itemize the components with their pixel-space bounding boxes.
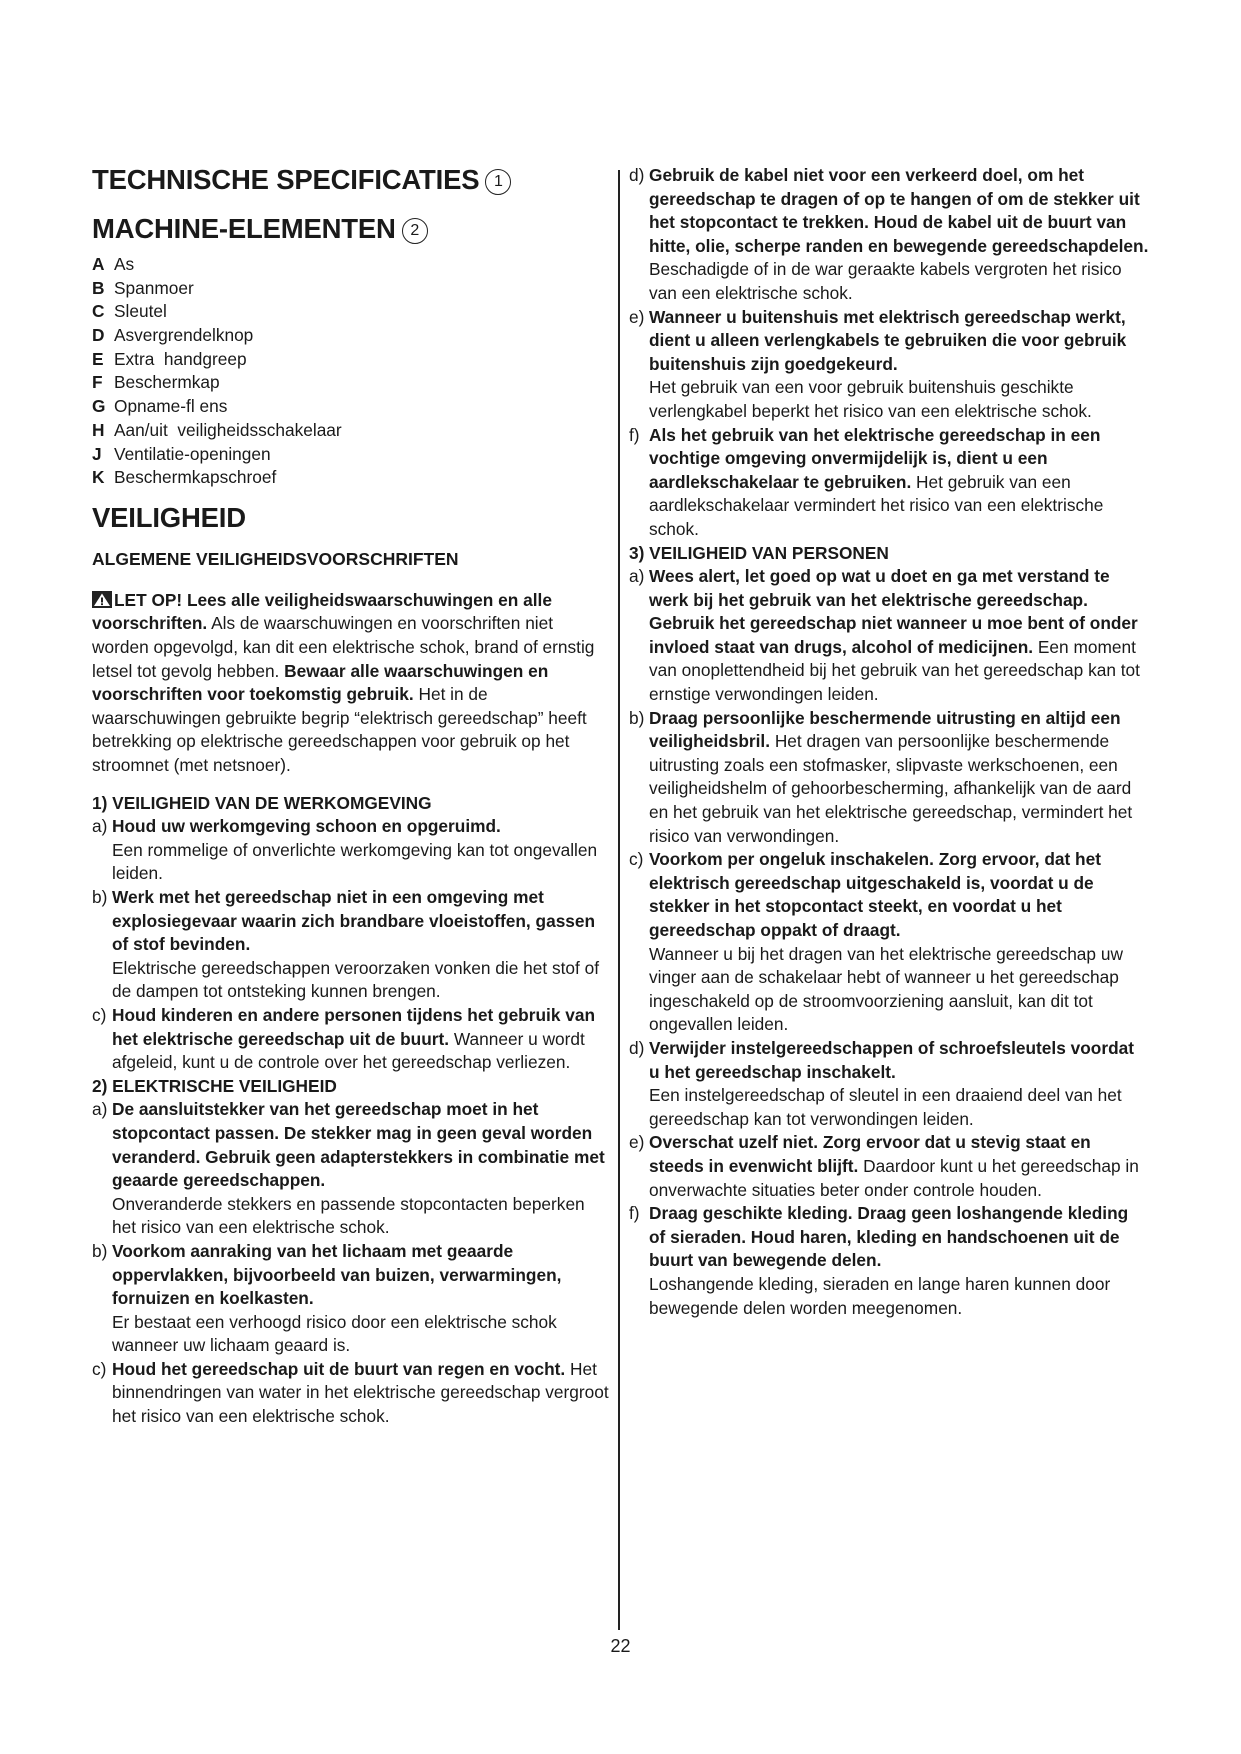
list-item: G Opname-fl ens xyxy=(92,396,228,417)
left-column xyxy=(92,164,610,1429)
safety-heading: VEILIGHEID xyxy=(92,501,246,533)
page-number: 22 xyxy=(610,1636,631,1656)
personal-safety-heading: 3) VEILIGHEID VAN PERSONEN xyxy=(629,542,889,563)
list-item: c) Houd kinderen en andere personen tijdens het gebruik van het elektrische gereedschap uit de buurt. Wanneer u wordt afgeleid, kunt u de controle over het gereedschap verliezen. xyxy=(92,1004,596,1073)
work-area-safety-heading: 1) VEILIGHEID VAN DE WERKOMGEVING xyxy=(92,792,432,813)
general-safety-heading: ALGEMENE VEILIGHEIDSVOORSCHRIFTEN xyxy=(92,548,459,569)
warning-icon xyxy=(92,591,112,608)
list-item: a) Houd uw werkomgeving schoon en opgeruimd. Een rommelige of onverlichte werkomgeving kan tot ongevallen leiden. xyxy=(92,816,598,884)
list-item: f) Draag geschikte kleding. Draag geen loshangende kleding of sieraden. Houd haren, kleding en handschoenen uit de buurt van bewegende delen. Loshangende kleding, sieraden en lange haren kunnen door bewegende delen worden meegenomen. xyxy=(629,1203,1129,1318)
list-item: d) Gebruik de kabel niet voor een verkeerd doel, om het gereedschap te dragen of op te hangen of om de stekker uit het stopcontact te trekken. Houd de kabel uit de buurt van hitte, olie, scherpe randen en bewegende gereedschapdelen. Beschadigde of in de war geraakte kabels vergroten het risico van een elektrische schok. xyxy=(629,165,1149,303)
list-item: b) Voorkom aanraking van het lichaam met geaarde oppervlakken, bijvoorbeeld van buizen, verwarmingen, fornuizen en koelkasten. Er bestaat een verhoogd risico door een elektrische schok wanneer uw lichaam geaard is. xyxy=(92,1240,562,1356)
figure-ref-1: 1 xyxy=(485,169,511,195)
list-item: c) Voorkom per ongeluk inschakelen. Zorg ervoor, dat het elektrisch gereedschap uitgeschakeld is, voordat u de stekker in het stopcontact steekt, en voordat u het gereedschap oppakt of draagt. Wanneer u bij het dragen van het elektrische gereedschap uw vinger aan de schakelaar hebt of wanneer u het gereedschap ingeschakeld op de stroomvoorziening aansluit, kan dit tot ongevallen leiden. xyxy=(629,849,1123,1035)
warning-paragraph: LET OP! Lees alle veiligheidswaarschuwingen en alle voorschriften. Als de waarschuwingen en voorschriften niet worden opgevolgd, kan dit een elektrische schok, brand of ernstig letsel tot gevolg hebben. Bewaar alle waarschuwingen en voorschriften voor toekomstig gebruik. Het in de waarschuwingen gebruikte begrip “elektrisch gereedschap” heeft betrekking op elektrische gereedschappen voor gebruik op het stroomnet (met netsnoer). xyxy=(92,589,595,776)
list-item: B Spanmoer xyxy=(92,277,194,298)
machine-elements-heading: MACHINE-ELEMENTEN 2 xyxy=(92,213,610,245)
list-item: a) Wees alert, let goed op wat u doet en ga met verstand te werk bij het gebruik van het elektrische gereedschap. Gebruik het gereedschap niet wanneer u moe bent of onder invloed staat van drugs, alcohol of medicijnen. Een moment van onoplettendheid bij het gebruik van het gereedschap kan tot ernstige verwondingen leiden. xyxy=(629,566,1140,705)
list-item: J Ventilatie-openingen xyxy=(92,443,271,464)
list-item: D Asvergrendelknop xyxy=(92,325,254,346)
list-item: C Sleutel xyxy=(92,301,167,322)
list-item: d) Verwijder instelgereedschappen of schroefsleutels voordat u het gereedschap inschakelt. Een instelgereedschap of sleutel in een draaiend deel van het gereedschap kan tot verwondingen leiden. xyxy=(629,1037,1134,1129)
list-item: a) De aansluitstekker van het gereedschap moet in het stopcontact passen. De stekker mag in geen geval worden veranderd. Gebruik geen adapterstekkers in combinatie met geaarde gereedschappen. Onveranderde stekkers en passende stopcontacten beperken het risico van een elektrische schok. xyxy=(92,1099,605,1238)
list-item: H Aan/uit veiligheidsschakelaar xyxy=(92,419,342,440)
list-item: f) Als het gebruik van het elektrische gereedschap in een vochtige omgeving onvermijdelijk is, dient u een aardlekschakelaar te gebruiken. Het gebruik van een aardlekschakelaar vermindert het risico van een elektrische schok. xyxy=(629,424,1104,539)
list-item: K Beschermkapschroef xyxy=(92,467,277,488)
list-item: E Extra handgreep xyxy=(92,348,247,369)
list-item: A As xyxy=(92,254,135,274)
list-item: b) Draag persoonlijke beschermende uitrusting en altijd een veiligheidsbril. Het dragen van persoonlijke beschermende uitrusting zoals een stofmasker, slipvaste werkschoenen, een veiligheidshelm of gehoorbescherming, afhankelijk van de aard en het gebruik van het elektrische gereedschap, vermindert het risico van verwondingen. xyxy=(629,707,1133,846)
list-item: e) Overschat uzelf niet. Zorg ervoor dat u stevig staat en steeds in evenwicht blijft. Daardoor kunt u het gereedschap in onverwachte situaties beter onder controle houden. xyxy=(629,1132,1139,1200)
column-divider xyxy=(618,170,620,1630)
figure-ref-2: 2 xyxy=(402,218,428,244)
list-item: F Beschermkap xyxy=(92,372,220,393)
electrical-safety-heading: 2) ELEKTRISCHE VEILIGHEID xyxy=(92,1075,337,1096)
list-item: b) Werk met het gereedschap niet in een omgeving met explosiegevaar waarin zich brandbare vloeistoffen, gassen of stof bevinden. Elektrische gereedschappen veroorzaken vonken die het stof of de dampen tot ontsteking kunnen brengen. xyxy=(92,887,600,1002)
list-item: e) Wanneer u buitenshuis met elektrisch gereedschap werkt, dient u alleen verlengkabels te gebruiken die voor gebruik buitenshuis zijn goedgekeurd. Het gebruik van een voor gebruik buitenshuis geschikte verlengkabel beperkt het risico van een elektrische schok. xyxy=(629,306,1127,421)
right-column xyxy=(629,164,1149,1320)
machine-elements-list xyxy=(92,253,610,490)
list-item: c) Houd het gereedschap uit de buurt van regen en vocht. Het binnendringen van water in het elektrische gereedschap vergroot het risico van een elektrische schok. xyxy=(92,1358,609,1427)
technical-specifications-heading: TECHNISCHE SPECIFICATIES 1 xyxy=(92,164,610,196)
